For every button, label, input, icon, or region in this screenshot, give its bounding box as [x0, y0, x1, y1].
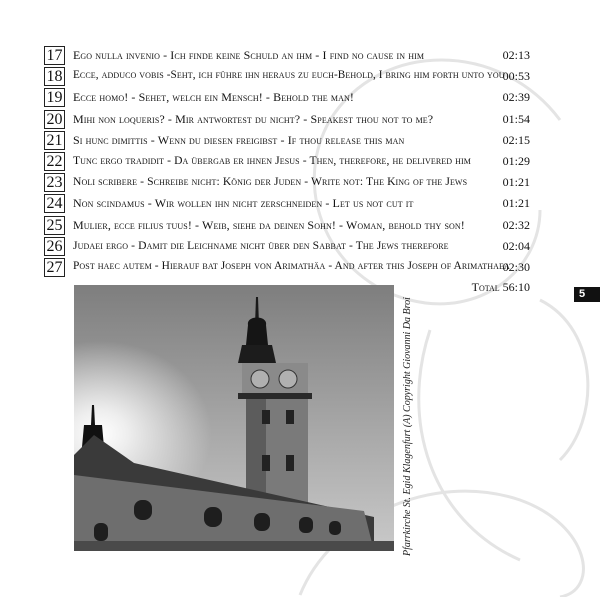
- track-title: Ego nulla invenio - Ich finde keine Schuld an ihm - I find no cause in him: [73, 48, 425, 62]
- track-row: [44, 192, 530, 213]
- track-title: Post haec autem - Hierauf bat Joseph von Arimathäa - And after this Joseph of Arimathaea: [73, 259, 510, 272]
- track-number: 24: [44, 194, 65, 213]
- track-row: [44, 65, 530, 86]
- track-duration: 01:21: [502, 175, 530, 190]
- total-duration: Total 56:10: [471, 280, 530, 294]
- track-row: [44, 256, 530, 277]
- page-number-badge: 5: [574, 287, 600, 302]
- church-photo: [74, 285, 394, 551]
- track-number: 20: [44, 110, 65, 129]
- track-title: Noli scribere - Schreibe nicht: König der Juden - Write not: The King of the Jews: [73, 175, 468, 189]
- track-title: Ecce homo! - Sehet, welch ein Mensch! - Behold the man!: [73, 90, 354, 105]
- track-list: [44, 44, 530, 277]
- track-number: 27: [44, 258, 65, 277]
- track-row: [44, 171, 530, 192]
- track-duration: 00:53: [502, 69, 530, 84]
- track-row: [44, 108, 530, 129]
- track-duration: 02:39: [502, 90, 530, 105]
- track-number: 23: [44, 173, 65, 192]
- track-row: [44, 235, 530, 256]
- track-duration: 02:32: [502, 217, 530, 232]
- track-title: Judaei ergo - Damit die Leichname nicht über den Sabbat - The Jews therefore: [73, 238, 449, 252]
- track-number: 17: [44, 46, 65, 65]
- track-title: Mihi non loqueris? - Mir antwortest du nicht? - Speakest thou not to me?: [73, 111, 434, 126]
- track-row: [44, 214, 530, 235]
- track-duration: 02:15: [502, 132, 530, 147]
- photo-caption: Pfarrkirche St. Egid Klagenfurt (A) Copyright Giovanni Da Broi: [402, 297, 413, 556]
- track-number: 26: [44, 237, 65, 256]
- track-duration: 01:21: [502, 196, 530, 211]
- track-row: [44, 44, 530, 65]
- track-number: 19: [44, 88, 65, 107]
- track-row: [44, 86, 530, 107]
- church-tower-image: [74, 285, 394, 551]
- track-title: Si hunc dimittis - Wenn du diesen freigibst - If thou release this man: [73, 132, 405, 147]
- track-duration: 02:04: [502, 238, 530, 253]
- track-number: 21: [44, 131, 65, 150]
- track-duration: 01:29: [502, 153, 530, 168]
- track-duration: 01:54: [502, 111, 530, 126]
- track-title: Ecce, adduco vobis -Seht, ich führe ihn heraus zu euch-Behold, I bring him forth unto you: [73, 69, 505, 82]
- track-title: Tunc ergo tradidit - Da übergab er ihnen Jesus - Then, therefore, he delivered him: [73, 153, 472, 167]
- track-title: Mulier, ecce filius tuus! - Weib, siehe da deinen Sohn! - Woman, behold thy son!: [73, 217, 465, 232]
- track-title: Non scindamus - Wir wollen ihn nicht zerschneiden - Let us not cut it: [73, 196, 414, 211]
- track-number: 25: [44, 216, 65, 235]
- track-row: [44, 129, 530, 150]
- track-number: 22: [44, 152, 65, 171]
- track-duration: 02:30: [502, 259, 530, 274]
- track-row: [44, 150, 530, 171]
- track-number: 18: [44, 67, 65, 86]
- track-duration: 02:13: [502, 48, 530, 62]
